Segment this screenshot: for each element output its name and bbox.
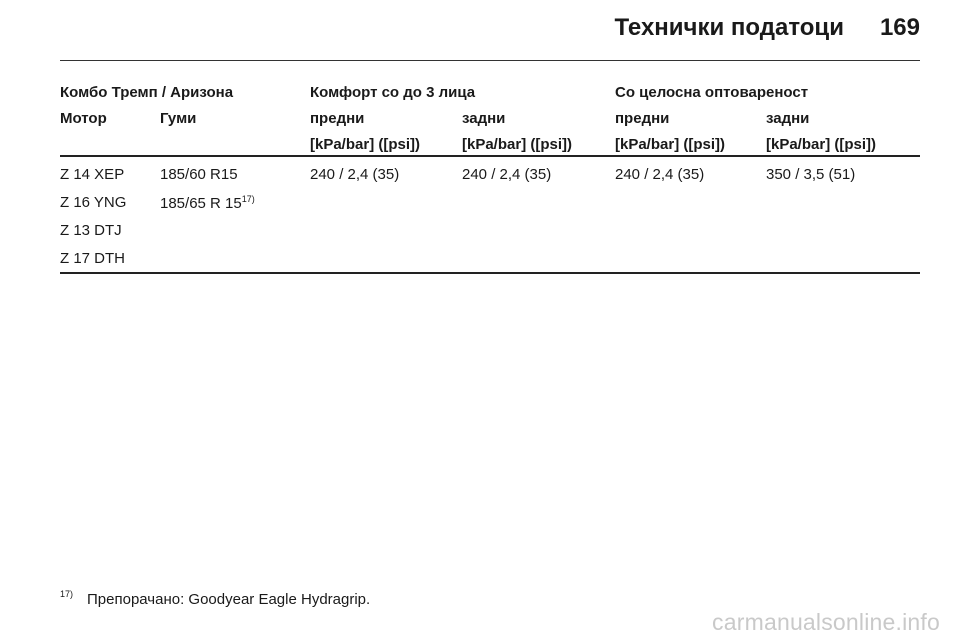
header-engine: Мотор <box>60 110 107 127</box>
header-divider <box>60 60 920 61</box>
engine-cell: Z 16 YNG <box>60 194 127 211</box>
group-header-model: Комбо Тремп / Аризона <box>60 84 234 101</box>
table-row <box>60 222 920 246</box>
units-comfort-front: [kPa/bar] ([psi]) <box>310 136 421 153</box>
pressure-cell: 240 / 2,4 (35) <box>615 166 705 183</box>
table-header-divider <box>60 155 920 157</box>
tyre-cell: 185/60 R15 <box>160 166 238 183</box>
tyre-value: 185/65 R 15 <box>160 195 242 212</box>
page-header <box>60 14 920 54</box>
engine-cell: Z 14 XEP <box>60 166 125 183</box>
header-full-front: предни <box>615 110 670 127</box>
page-title: Технички податоци <box>614 14 844 41</box>
table-group-header-row <box>60 84 920 108</box>
pressure-cell: 240 / 2,4 (35) <box>310 166 400 183</box>
table-row <box>60 166 920 190</box>
units-comfort-rear: [kPa/bar] ([psi]) <box>462 136 573 153</box>
pressure-cell: 240 / 2,4 (35) <box>462 166 552 183</box>
footnote <box>60 589 370 608</box>
header-full-rear: задни <box>766 110 810 127</box>
tyre-cell <box>160 194 255 212</box>
footnote-ref: 17) <box>241 194 255 204</box>
header-tyres: Гуми <box>160 110 197 127</box>
engine-cell: Z 13 DTJ <box>60 222 122 239</box>
watermark: carmanualsonline.info <box>712 609 940 635</box>
table-sub-header-row <box>60 110 920 134</box>
header-comfort-rear: задни <box>462 110 506 127</box>
footnote-text: Препорачано: Goodyear Eagle Hydragrip. <box>87 591 371 608</box>
engine-cell: Z 17 DTH <box>60 250 126 267</box>
page-number: 169 <box>879 14 920 41</box>
units-full-rear: [kPa/bar] ([psi]) <box>766 136 877 153</box>
group-header-full-load: Со целосна оптовареност <box>615 84 809 101</box>
table-row <box>60 250 920 274</box>
pressure-cell: 350 / 3,5 (51) <box>766 166 856 183</box>
footnote-marker: 17) <box>60 589 74 599</box>
table-bottom-divider <box>60 272 920 274</box>
header-comfort-front: предни <box>310 110 365 127</box>
group-header-comfort: Комфорт со до 3 лица <box>310 84 476 101</box>
table-row <box>60 194 920 218</box>
units-full-front: [kPa/bar] ([psi]) <box>615 136 726 153</box>
